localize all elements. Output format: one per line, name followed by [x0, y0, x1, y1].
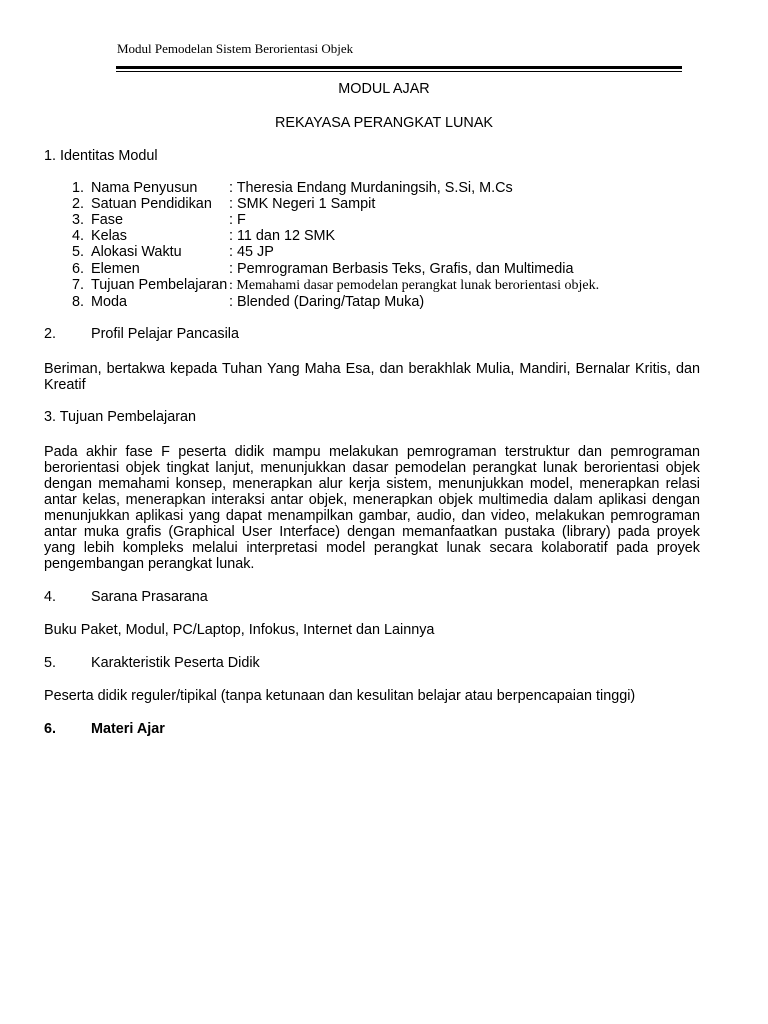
identity-item-number: 7. [71, 277, 84, 293]
identity-item-number: 5. [71, 244, 84, 260]
identity-item-number: 8. [71, 294, 84, 310]
section-6-heading: Materi Ajar [91, 721, 165, 737]
identity-item-value: : 45 JP [229, 244, 274, 260]
header-rule-thick [116, 66, 682, 69]
section-5-heading: Karakteristik Peserta Didik [91, 655, 260, 671]
identity-item-value: : Memahami dasar pemodelan perangkat lunak berorientasi objek. [229, 278, 600, 293]
identity-item-number: 1. [71, 180, 84, 196]
section-3-body: Pada akhir fase F peserta didik mampu melakukan pemrograman terstruktur dan pemrograman berorientasi objek tingkat lanjut, menunjukkan dasar pemodelan perangkat lunak berorientasi objek dengan memahami konsep, menerapkan alur kerja sistem, menunjukkan model, menerapkan relasi antar kelas, menerapkan interaksi antar objek, menerapkan objek multimedia dalam aplikasi dengan menunjukkan aplikasi yang dapat menampilkan gambar, audio, dan video, melakukan pemrograman antar muka grafis (Graphical User Interface) dengan memanfaatkan pustaka (library) pada proyek yang lebih kompleks melalui interpretasi model perangkat lunak secara kolaboratif pada proyek pengembangan perangkat lunak. [44, 444, 700, 572]
section-6-number: 6. [44, 721, 57, 737]
section-4-heading: Sarana Prasarana [91, 589, 208, 605]
identity-item-label: Fase [91, 212, 123, 228]
section-4-body: Buku Paket, Modul, PC/Laptop, Infokus, Internet dan Lainnya [44, 622, 435, 638]
section-2-body: Beriman, bertakwa kepada Tuhan Yang Maha Esa, dan berakhlak Mulia, Mandiri, Bernalar Kritis, dan Kreatif [44, 361, 700, 393]
document-title: MODUL AJAR [338, 81, 430, 97]
section-2-heading: Profil Pelajar Pancasila [91, 326, 239, 342]
identity-item-value: : Theresia Endang Murdaningsih, S.Si, M.Cs [229, 180, 513, 196]
section-4-number: 4. [44, 589, 57, 605]
identity-item-value: : F [229, 212, 246, 228]
identity-item-label: Satuan Pendidikan [91, 196, 212, 212]
identity-item-value: : 11 dan 12 SMK [229, 228, 336, 244]
section-5-body: Peserta didik reguler/tipikal (tanpa ketunaan dan kesulitan belajar atau berpencapaian tinggi) [44, 688, 636, 704]
identity-item-label: Alokasi Waktu [91, 244, 182, 260]
document-subtitle: REKAYASA PERANGKAT LUNAK [274, 115, 494, 131]
identity-item-number: 4. [71, 228, 84, 244]
identity-item-label: Moda [91, 294, 127, 310]
header-rule-thin [116, 71, 682, 72]
identity-item-number: 2. [71, 196, 84, 212]
identity-item-value: : Blended (Daring/Tatap Muka) [229, 294, 425, 310]
identity-item-label: Tujuan Pembelajaran [91, 277, 228, 293]
running-header: Modul Pemodelan Sistem Berorientasi Objek [117, 41, 354, 56]
section-5-number: 5. [44, 655, 57, 671]
section-1-heading: 1. Identitas Modul [44, 148, 158, 164]
identity-item-number: 3. [71, 212, 84, 228]
identity-item-number: 6. [71, 261, 84, 277]
identity-item-label: Elemen [91, 261, 140, 277]
identity-item-label: Kelas [91, 228, 127, 244]
identity-item-label: Nama Penyusun [91, 180, 198, 196]
section-3-heading: 3. Tujuan Pembelajaran [44, 409, 197, 425]
identity-item-value: : Pemrograman Berbasis Teks, Grafis, dan Multimedia [229, 261, 574, 277]
section-2-number: 2. [44, 326, 57, 342]
identity-item-value: : SMK Negeri 1 Sampit [229, 196, 376, 212]
